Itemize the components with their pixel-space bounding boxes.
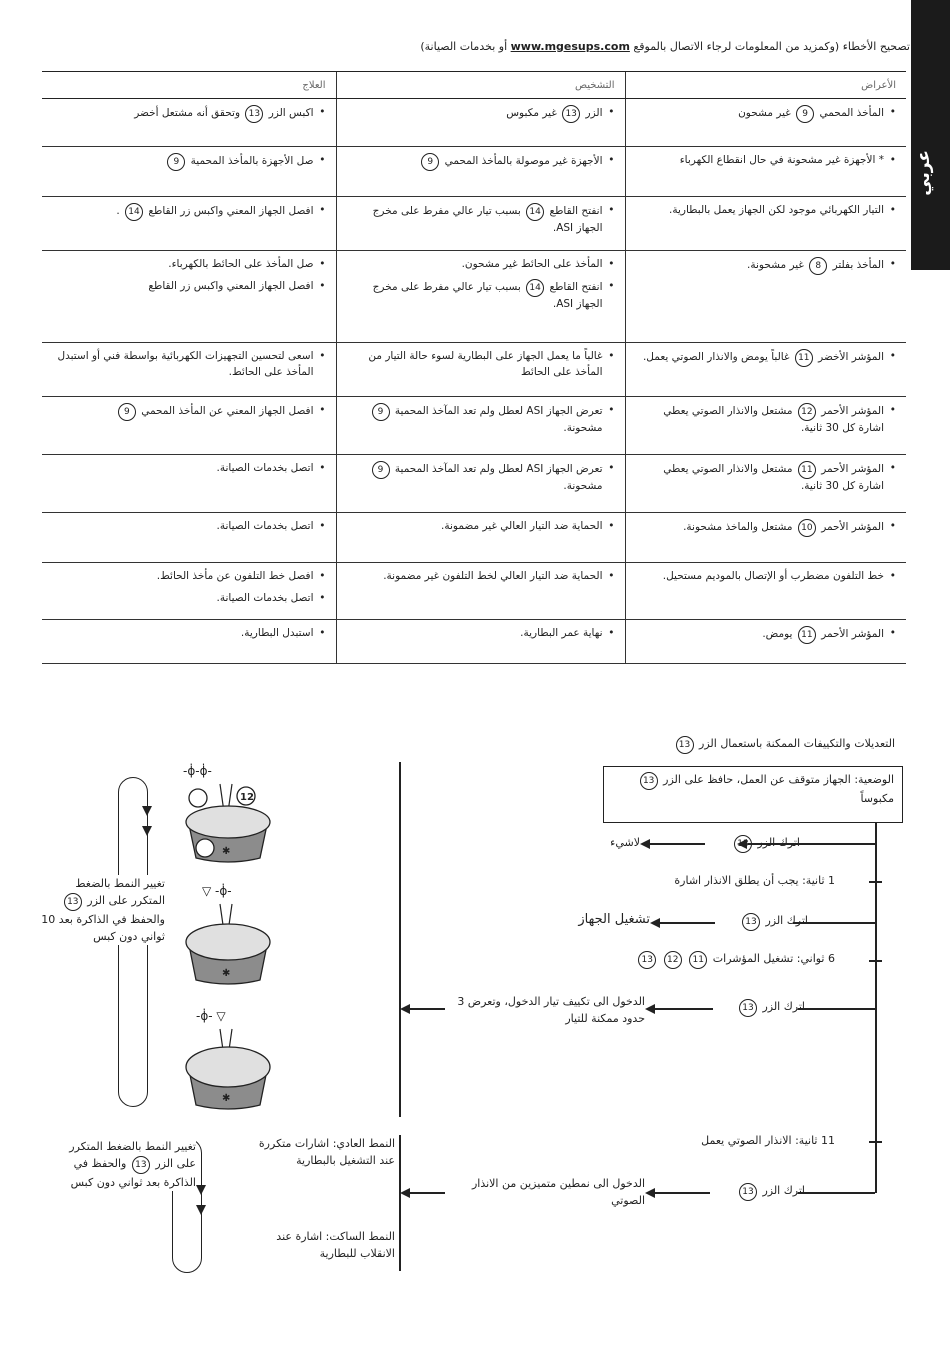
bullet-text: اتصل بخدمات الصيانة. — [216, 520, 314, 532]
step-arrow-line — [798, 1008, 875, 1010]
step-arrow-line — [410, 1008, 445, 1010]
bullet-item — [52, 203, 326, 221]
bullet-text: استبدل البطارية. — [240, 626, 314, 639]
bullet-text: غير مشحون — [738, 107, 791, 119]
step-arrow-line — [655, 1192, 710, 1194]
bullet-item — [347, 461, 615, 495]
svg-text:-ϕ̇-ϕ̇-: -ϕ̇-ϕ̇- — [183, 764, 212, 778]
arrow-left-icon — [640, 839, 650, 849]
step-arrow-line — [410, 1192, 445, 1194]
arrow-left-icon — [645, 1004, 655, 1014]
cell-symptom — [625, 251, 906, 343]
device-label: 12 — [240, 792, 254, 803]
bullet-text: المؤشر الأخضر — [818, 351, 884, 363]
bullet-item — [347, 403, 615, 437]
cell-remedy — [42, 563, 336, 620]
bullet-text: بسبب تيار عالي مفرط على مخرج الجهاز ASI. — [372, 205, 603, 234]
bullet-item — [347, 349, 615, 381]
ref-number-badge: 14 — [526, 279, 544, 297]
bullet-text: تعرض الجهاز ASI لعطل ولم تعد المآخذ المحمية — [394, 405, 603, 417]
bullet-text: مشحونة. — [563, 422, 603, 434]
ups-device-icon — [186, 1008, 270, 1109]
button-13-badge: 13 — [640, 772, 658, 790]
ref-number-badge: 14 — [125, 203, 143, 221]
step-arrow-line — [650, 843, 705, 845]
ref-number-badge: 9 — [118, 403, 136, 421]
bullet-text: التيار الكهربائي موجود لكن الجهاز يعمل بالبطارية. — [669, 204, 884, 216]
bullet-text: خط التلفون مضطرب أو الإتصال بالموديم مستحيل. — [662, 570, 884, 582]
cell-remedy — [42, 455, 336, 513]
ref-number-badge: 9 — [372, 461, 390, 479]
bullet-item — [52, 569, 326, 585]
cell-diagnosis — [336, 197, 625, 251]
ref-number-badge: 10 — [798, 519, 816, 537]
title-suffix: أو بخدمات الصيانة) — [420, 40, 508, 53]
bullet-item — [636, 569, 897, 585]
bullet-text: الزر — [585, 107, 603, 119]
ref-number-badge: 13 — [562, 105, 580, 123]
arrow-down-icon — [196, 1185, 206, 1195]
step-arrow-line — [798, 1192, 875, 1194]
bullet-text: غير مشحونة. — [747, 259, 804, 271]
bullet-text: اسعى لتحسين التجهيزات الكهربائية بواسطة فني أو استبدل المأخذ على الحائط. — [57, 350, 314, 378]
timeline-tick — [869, 1141, 882, 1143]
button-13-badge: 13 — [676, 736, 694, 754]
step4-result: الدخول الى نمطين متميزين من الانذار الصوتي — [471, 1177, 645, 1208]
bullet-item — [52, 105, 326, 123]
cell-remedy — [42, 197, 336, 251]
bullet-text: . — [116, 205, 120, 217]
cell-remedy — [42, 99, 336, 147]
bullet-item — [52, 591, 326, 607]
bullet-text: المؤشر الأحمر — [821, 521, 884, 533]
bullet-text: بسبب تيار عالي مفرط على مخرج الجهاز ASI. — [372, 280, 603, 310]
table-row — [42, 619, 906, 663]
ups-device-illustrations — [180, 760, 280, 1120]
bullet-text: يومض. — [762, 627, 793, 640]
column-header: التشخيص — [336, 72, 625, 99]
support-url-link[interactable]: www.mgesups.com — [510, 40, 630, 53]
bullet-text: نهاية عمر البطارية. — [520, 626, 603, 639]
arrow-down-icon — [142, 826, 152, 836]
bullet-text: افصل الجهاز المعني واكبس زر القاطع — [148, 279, 314, 292]
bullet-text: مشحونة. — [563, 480, 603, 492]
ref-number-badge: 9 — [796, 105, 814, 123]
bullet-text: تعرض الجهاز ASI لعطل ولم تعد المآخذ المحمية — [394, 463, 603, 475]
timeline-11s-label: 11 ثانية: الانذار الصوتي يعمل — [701, 1134, 835, 1147]
bullet-text: الحماية ضد التيار العالي لخط التلفون غير مضمونة. — [383, 570, 603, 582]
step3-result: الدخول الى تكييف تيار الدخول، وتعرض 3 حدود ممكنة للتيار — [457, 995, 645, 1026]
bullet-text: الحماية ضد التيار العالي غير مضمونة. — [441, 520, 603, 532]
start-state-box: الوضعية: الجهاز متوقف عن العمل، حافظ على الزر 13 مكبوساً — [603, 766, 903, 823]
ref-number-badge: 9 — [372, 403, 390, 421]
arrow-down-icon — [142, 806, 152, 816]
bullet-text: * الأجهزة غير مشحونة في حال انقطاع الكهرباء — [679, 154, 884, 166]
bullet-item — [347, 105, 615, 123]
divider-line — [399, 1135, 401, 1271]
cell-remedy — [42, 147, 336, 197]
ref-number-badge: 12 — [798, 403, 816, 421]
table-row — [42, 563, 906, 620]
bullet-text: المؤشر الأحمر — [821, 405, 884, 417]
bullet-text: افصل الجهاز المعني واكبس زر القاطع — [148, 205, 314, 217]
ref-number-badge: 9 — [167, 153, 185, 171]
bullet-text: وتحقق أنه مشتعل أخضر — [134, 107, 241, 119]
cell-remedy — [42, 619, 336, 663]
table-row — [42, 397, 906, 455]
table-header-row — [42, 72, 906, 99]
bullet-item — [347, 257, 615, 273]
page-title — [370, 40, 910, 53]
ref-number-badge: 14 — [526, 203, 544, 221]
bullet-text: المأخذ بفلتر — [832, 259, 884, 271]
ref-number-badge: 9 — [421, 153, 439, 171]
svg-text:-ϕ̇- ▽: -ϕ̇- ▽ — [196, 1009, 226, 1023]
bullet-text: صل المأخذ على الحائط بالكهرباء. — [168, 258, 314, 270]
bullet-text: المؤشر الأحمر — [821, 627, 884, 640]
title-prefix: تصحيح الأخطاء (وكمزيد من المعلومات لرجاء الاتصال بالموقع — [633, 40, 910, 53]
arrow-left-icon — [400, 1188, 410, 1198]
bullet-text: الأجهزة غير موصولة بالمأخذ المحمي — [444, 155, 603, 167]
cell-diagnosis — [336, 455, 625, 513]
mode-normal-text: النمط العادي: اشارات متكررة عند التشغيل بالبطارية — [258, 1137, 395, 1168]
bullet-text: اتصل بخدمات الصيانة. — [216, 462, 314, 474]
step2-label: اترك الزر 13 — [718, 912, 808, 931]
ref-number-badge: 8 — [809, 257, 827, 275]
ref-number-badge: 13 — [245, 105, 263, 123]
ups-device-icon — [186, 883, 270, 984]
step2-result: تشغيل الجهاز — [578, 912, 650, 927]
bullet-text: غير مكبوس — [506, 107, 557, 119]
cell-diagnosis — [336, 99, 625, 147]
cell-remedy — [42, 343, 336, 397]
svg-text:✱: ✱ — [222, 968, 231, 979]
table-row — [42, 251, 906, 343]
bullet-item — [347, 203, 615, 237]
ups-device-icon — [183, 763, 270, 862]
timeline-tick — [869, 960, 882, 962]
ref-number-badge: 11 — [795, 349, 813, 367]
ref-number-badge: 11 — [798, 626, 816, 644]
bullet-text: اتصل بخدمات الصيانة. — [216, 591, 314, 604]
column-header: العلاج — [42, 72, 336, 99]
bullet-text: غالباً ما يعمل الجهاز على البطارية لسوء حالة التيار من المأخذ على الحائط — [368, 350, 603, 378]
table-row — [42, 197, 906, 251]
step4-label: اترك الزر 13 — [710, 1182, 805, 1201]
bullet-item — [636, 403, 897, 437]
arrow-left-icon — [400, 1004, 410, 1014]
bullet-item — [52, 349, 326, 381]
bullet-item — [52, 519, 326, 535]
cell-remedy — [42, 397, 336, 455]
bullet-text: مشتعل والماخذ مشحونة. — [683, 521, 793, 533]
step1-label: اترك الزر 13 — [710, 834, 800, 853]
cell-symptom — [625, 513, 906, 563]
bullet-item — [52, 626, 326, 642]
bullet-item — [347, 519, 615, 535]
svg-text:✱: ✱ — [222, 846, 231, 857]
cell-symptom — [625, 343, 906, 397]
arrow-left-icon — [650, 918, 660, 928]
timeline-6s-label: 6 ثواني: تشغيل المؤشرات 11 12 13 — [570, 950, 835, 969]
bullet-item — [636, 257, 897, 275]
bullet-item — [52, 153, 326, 171]
cell-remedy — [42, 251, 336, 343]
cell-diagnosis — [336, 619, 625, 663]
bullet-text: صل الأجهزة بالمأخذ المحمية — [190, 155, 314, 167]
svg-text:✱: ✱ — [222, 1093, 231, 1104]
troubleshooting-table — [42, 71, 906, 664]
bullet-item — [636, 519, 897, 537]
timeline-1s-label: 1 ثانية: يجب أن يطلق الانذار اشارة — [674, 874, 835, 887]
bullet-item — [52, 257, 326, 273]
table-row — [42, 455, 906, 513]
bullet-item — [347, 279, 615, 313]
bullet-text: مشتعل والانذار الصوتي يعطي اشارة كل 30 ثانية. — [663, 463, 884, 492]
column-header: الأعراض — [625, 72, 906, 99]
bullet-item — [52, 461, 326, 477]
bullet-text: المأخذ على الحائط غير مشحون. — [461, 258, 603, 270]
bullet-item — [52, 403, 326, 421]
mode-silent-text: النمط الساكت: اشارة عند الانقلاب للبطارية — [276, 1230, 395, 1261]
bullet-item — [636, 626, 897, 644]
timeline-line — [875, 823, 877, 1193]
table-body — [42, 99, 906, 664]
cell-diagnosis — [336, 147, 625, 197]
step3-label: اترك الزر 13 — [710, 998, 805, 1017]
bullet-text: المأخذ المحمي — [819, 107, 884, 119]
cell-symptom — [625, 455, 906, 513]
cell-diagnosis — [336, 343, 625, 397]
bullet-item — [347, 626, 615, 642]
step1-result: لاشيء — [610, 836, 640, 849]
language-tab — [911, 0, 950, 270]
divider-line — [399, 762, 401, 1117]
language-tab-label: عربي — [914, 150, 934, 196]
bullet-text: افصل الجهاز المعني عن المأخذ المحمي — [141, 405, 314, 417]
cell-diagnosis — [336, 513, 625, 563]
cell-symptom — [625, 397, 906, 455]
cell-symptom — [625, 619, 906, 663]
timeline-tick — [869, 881, 882, 883]
table-row — [42, 99, 906, 147]
svg-text:▽ -ϕ̇-: ▽ -ϕ̇- — [202, 884, 232, 898]
cell-diagnosis — [336, 397, 625, 455]
cell-diagnosis — [336, 563, 625, 620]
loop-2-text: تغيير النمط بالضغط المتكرر على الزر 13 والحفظ في الذاكرة بعد ثواني دون كبس — [48, 1138, 196, 1191]
table-row — [42, 147, 906, 197]
cell-symptom — [625, 563, 906, 620]
bullet-item — [636, 203, 897, 219]
bullet-text: غالباً يومض والانذار الصوتي يعمل. — [642, 351, 790, 363]
loop-1-text: تغيير النمط بالضغط المتكرر على الزر 13 والحفظ في الذاكرة بعد 10 ثواني دون كبس — [40, 875, 165, 945]
flow-title: التعديلات والتكييفات الممكنة باستعمال الزر 13 — [560, 735, 895, 754]
cell-symptom — [625, 197, 906, 251]
ref-number-badge: 11 — [798, 461, 816, 479]
bullet-text: المؤشر الأحمر — [821, 463, 884, 475]
table-row — [42, 343, 906, 397]
bullet-text: افصل خط التلفون عن مأخذ الحائط. — [156, 570, 314, 582]
bullet-text: مشتعل والانذار الصوتي يعطي اشارة كل 30 ثانية. — [663, 405, 884, 434]
arrow-down-icon — [196, 1205, 206, 1215]
bullet-item — [52, 279, 326, 295]
step-arrow-line — [655, 1008, 713, 1010]
cell-diagnosis — [336, 251, 625, 343]
bullet-item — [636, 153, 897, 169]
bullet-item — [636, 461, 897, 495]
bullet-item — [347, 153, 615, 171]
step-arrow-line — [660, 922, 715, 924]
cell-remedy — [42, 513, 336, 563]
bullet-text: انفتح القاطع — [549, 205, 603, 217]
cell-symptom — [625, 99, 906, 147]
bullet-item — [347, 569, 615, 585]
arrow-left-icon — [645, 1188, 655, 1198]
bullet-text: اكبس الزر — [268, 107, 314, 119]
bullet-item — [636, 105, 897, 123]
table-row — [42, 513, 906, 563]
cell-symptom — [625, 147, 906, 197]
bullet-text: انفتح القاطع — [549, 280, 603, 293]
bullet-item — [636, 349, 897, 367]
